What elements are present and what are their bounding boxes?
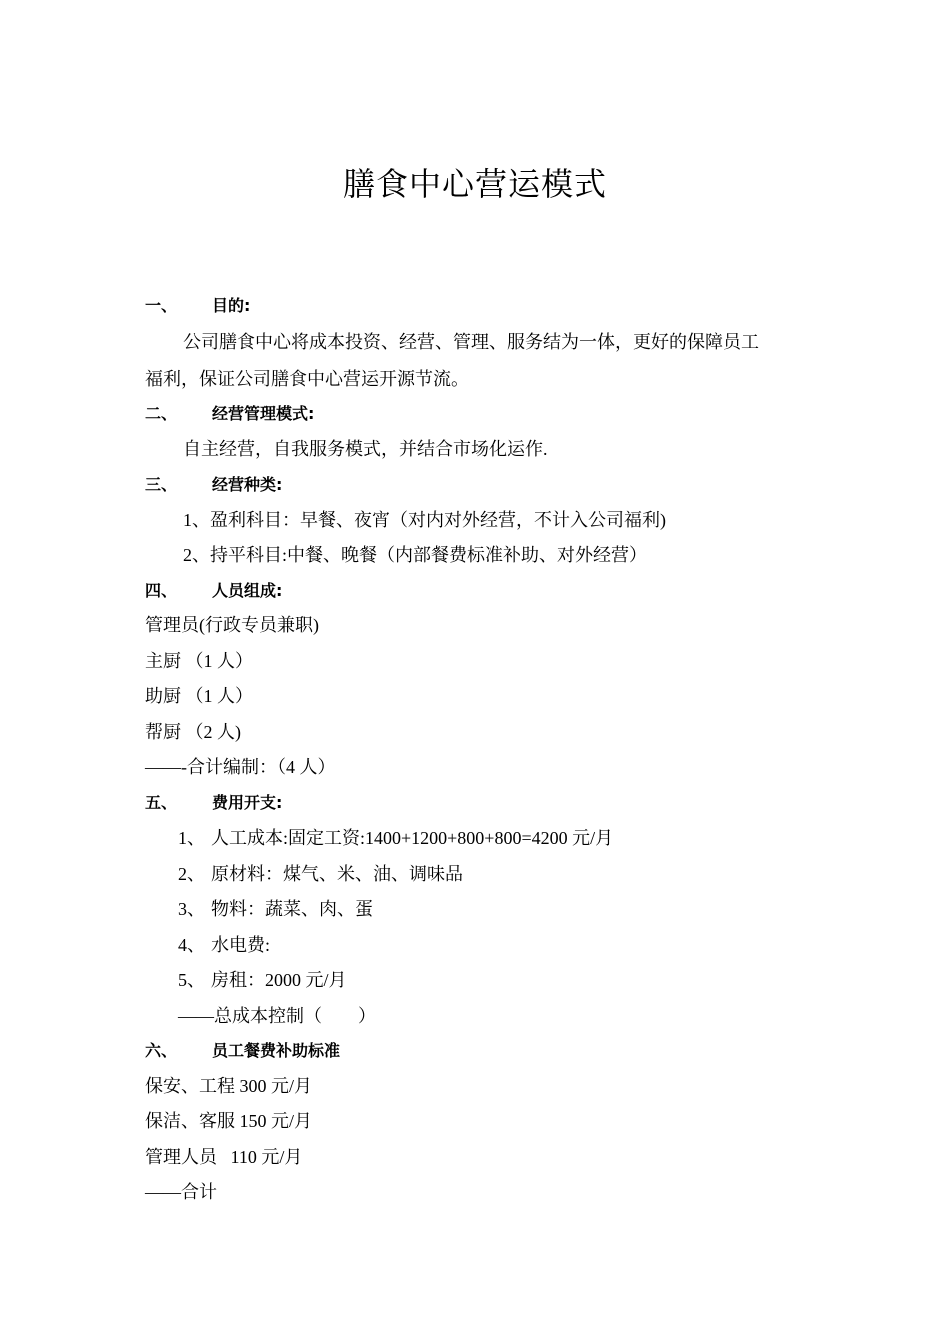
section-title: 费用开支: <box>212 793 283 812</box>
subsidy-total: ——合计 <box>145 1182 217 1202</box>
item-number: 1、 <box>178 828 205 848</box>
section-heading-3 <box>145 472 282 498</box>
section-title: 经营管理模式: <box>212 404 315 423</box>
section-title: 员工餐费补助标准 <box>212 1041 341 1060</box>
section-title: 经营种类: <box>212 475 283 494</box>
document-title: 膳食中心营运模式 <box>342 165 607 203</box>
item-text: 物料：蔬菜、肉、蛋 <box>211 899 373 919</box>
item-number: 3、 <box>178 899 205 919</box>
item-number: 5、 <box>178 970 205 990</box>
staff-line: 主厨 （1 人） <box>145 651 253 671</box>
expense-item <box>178 967 347 993</box>
item-text: 水电费: <box>211 935 271 955</box>
section-number: 四、 <box>145 581 178 600</box>
staff-line: 助厨 （1 人） <box>145 686 253 706</box>
item-text: 房租：2000 元/月 <box>211 970 347 990</box>
section-title: 人员组成: <box>212 581 283 600</box>
expense-item <box>178 896 373 922</box>
item-number: 4、 <box>178 935 205 955</box>
expense-item <box>178 932 270 958</box>
item-text: 人工成本:固定工资:1400+1200+800+800=4200 元/月 <box>211 828 614 848</box>
item-text: 原材料：煤气、米、油、调味品 <box>211 864 463 884</box>
section-number: 六、 <box>145 1041 178 1060</box>
section-title: 目的: <box>212 296 251 315</box>
item-number: 2、 <box>178 864 205 884</box>
subsidy-line: 保安、工程 300 元/月 <box>145 1076 313 1096</box>
staff-line: 帮厨 （2 人) <box>145 722 241 742</box>
section-heading-1 <box>145 293 250 319</box>
cost-total: ——总成本控制（ ） <box>178 1006 376 1026</box>
subsidy-line: 管理人员 110 元/月 <box>145 1147 303 1167</box>
staff-total: ——-合计编制：（4 人） <box>145 757 336 777</box>
paragraph-line: 公司膳食中心将成本投资、经营、管理、服务结为一体，更好的保障员工 <box>183 332 759 352</box>
section-heading-5 <box>145 790 282 816</box>
section-number: 五、 <box>145 793 178 812</box>
paragraph-line: 自主经营，自我服务模式，并结合市场化运作. <box>183 439 548 459</box>
expense-item <box>178 825 613 851</box>
paragraph-line: 福利，保证公司膳食中心营运开源节流。 <box>145 369 469 389</box>
list-item: 2、持平科目:中餐、晚餐（内部餐费标准补助、对外经营） <box>183 545 647 565</box>
section-number: 二、 <box>145 404 178 423</box>
list-item: 1、盈利科目：早餐、夜宵（对内对外经营，不计入公司福利) <box>183 510 666 530</box>
subsidy-line: 保洁、客服 150 元/月 <box>145 1111 313 1131</box>
expense-item <box>178 861 463 887</box>
section-heading-2 <box>145 401 314 427</box>
section-heading-4 <box>145 578 282 604</box>
section-number: 一、 <box>145 296 178 315</box>
staff-line: 管理员(行政专员兼职) <box>145 615 319 635</box>
section-number: 三、 <box>145 475 178 494</box>
section-heading-6 <box>145 1038 340 1064</box>
